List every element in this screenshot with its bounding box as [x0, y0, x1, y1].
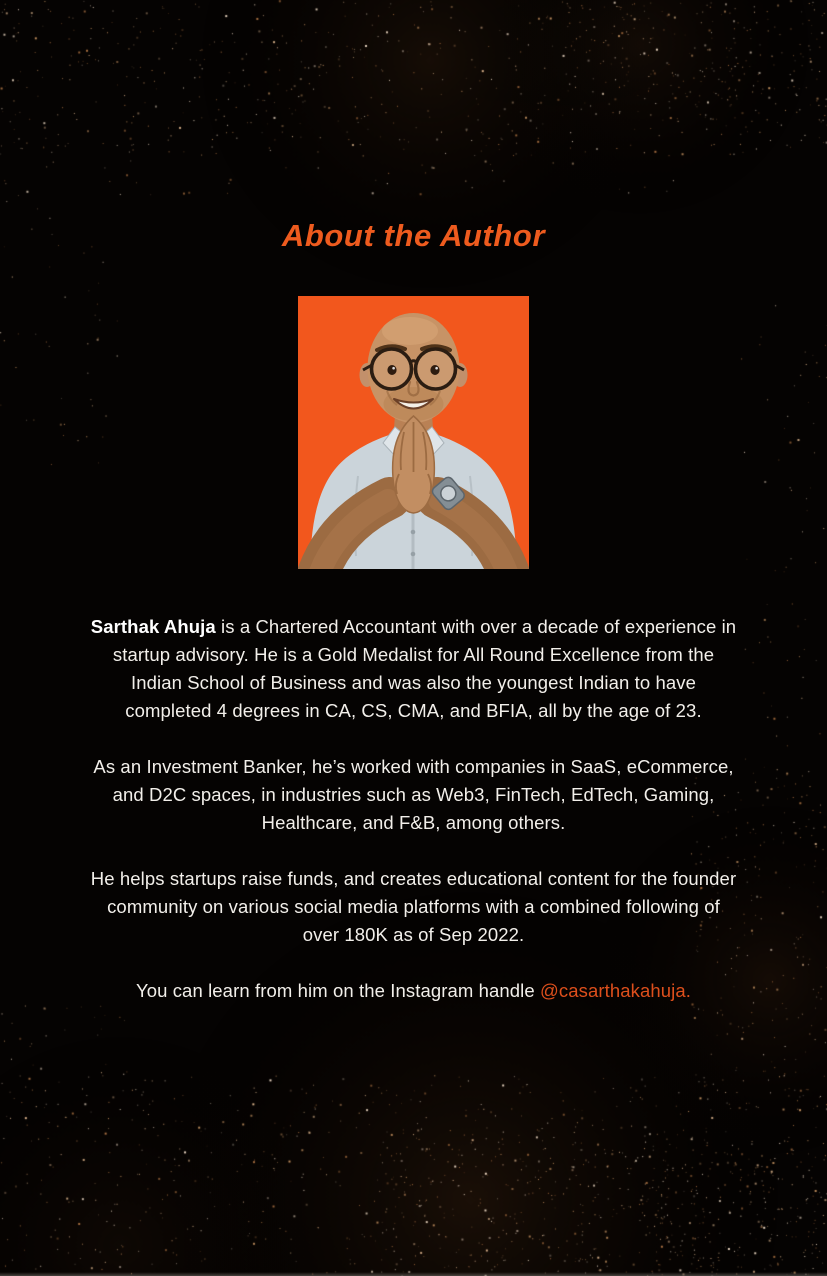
bio-paragraph-1	[90, 613, 738, 725]
page-bottom-edge	[0, 1272, 827, 1276]
bio-paragraph-3: He helps startups raise funds, and creates educational content for the founder community on various social media platforms with a combined following of over 180K as of Sep 2022.	[90, 868, 737, 945]
bio-paragraph-4-text: You can learn from him on the Instagram handle	[135, 980, 541, 1001]
author-name: Sarthak Ahuja	[90, 616, 216, 637]
author-photo	[298, 296, 529, 569]
author-portrait-illustration	[298, 296, 529, 569]
bio-text	[90, 613, 738, 1005]
bio-paragraph-4-period: .	[685, 980, 692, 1001]
bio-paragraph-4	[90, 977, 738, 1005]
bio-paragraph-1-text: is a Chartered Accountant with over a decade of experience in startup advisory. He is a Gold Medalist for All Round Excellence from the Indian School of Business and was also the youngest Indian to have completed 4 degrees in CA, CS, CMA, and BFIA, all by the age of 23.	[112, 616, 737, 721]
bio-paragraph-2: As an Investment Banker, he’s worked with companies in SaaS, eCommerce, and D2C spaces, in industries such as Web3, FinTech, EdTech, Gaming, Healthcare, and F&B, among others.	[93, 756, 734, 833]
instagram-handle-link[interactable]: @casarthakahuja	[540, 980, 686, 1001]
page-title: About the Author	[281, 218, 546, 253]
